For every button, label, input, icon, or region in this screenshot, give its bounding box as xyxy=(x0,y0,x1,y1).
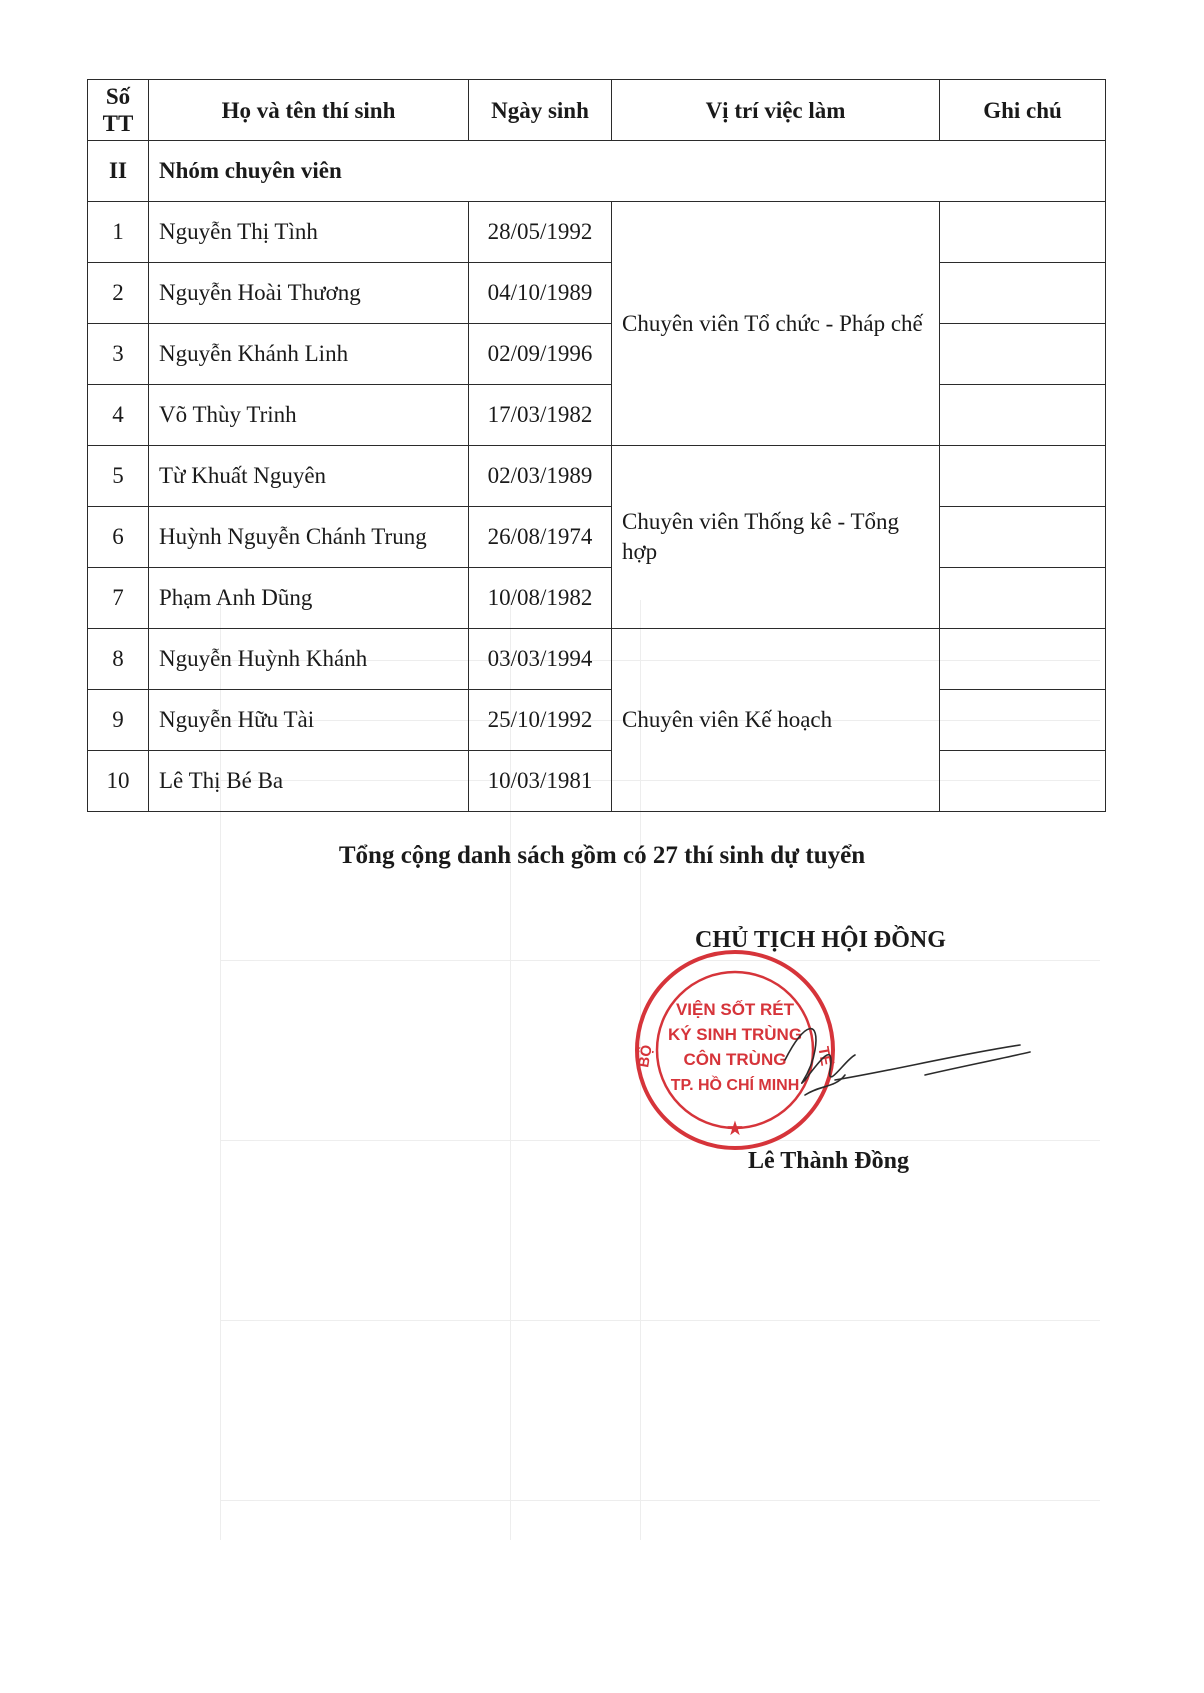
seal-line-2: KÝ SINH TRÙNG xyxy=(667,1025,803,1044)
row-name: Võ Thùy Trinh xyxy=(149,385,469,446)
seal-star-icon: ★ xyxy=(726,1118,744,1140)
row-name: Huỳnh Nguyễn Chánh Trung xyxy=(149,507,469,568)
row-note xyxy=(940,568,1106,629)
group-number: II xyxy=(88,141,149,202)
row-dob: 10/08/1982 xyxy=(469,568,612,629)
row-name: Lê Thị Bé Ba xyxy=(149,751,469,812)
table-row xyxy=(88,629,1106,690)
row-position: Chuyên viên Thống kê - Tổng hợp xyxy=(612,446,940,629)
row-stt: 1 xyxy=(88,202,149,263)
table-row xyxy=(88,507,1106,568)
signatory-name: Lê Thành Đồng xyxy=(748,1148,909,1174)
row-stt: 9 xyxy=(88,690,149,751)
handwritten-signature xyxy=(775,1000,1035,1110)
row-stt: 4 xyxy=(88,385,149,446)
row-note xyxy=(940,751,1106,812)
table-row xyxy=(88,446,1106,507)
row-dob: 25/10/1992 xyxy=(469,690,612,751)
signatory-title: CHỦ TỊCH HỘI ĐỒNG xyxy=(695,927,946,953)
row-note xyxy=(940,263,1106,324)
row-stt: 8 xyxy=(88,629,149,690)
row-note xyxy=(940,446,1106,507)
row-dob: 04/10/1989 xyxy=(469,263,612,324)
row-name: Nguyễn Thị Tình xyxy=(149,202,469,263)
row-dob: 17/03/1982 xyxy=(469,385,612,446)
row-stt: 6 xyxy=(88,507,149,568)
row-stt: 3 xyxy=(88,324,149,385)
row-name: Nguyễn Hữu Tài xyxy=(149,690,469,751)
group-row xyxy=(88,141,1106,202)
row-name: Nguyễn Huỳnh Khánh xyxy=(149,629,469,690)
header-position: Vị trí việc làm xyxy=(612,80,940,141)
row-note xyxy=(940,507,1106,568)
row-note xyxy=(940,324,1106,385)
seal-ring-right: TẾ xyxy=(814,1045,835,1068)
row-name: Nguyễn Khánh Linh xyxy=(149,324,469,385)
row-stt: 10 xyxy=(88,751,149,812)
row-stt: 5 xyxy=(88,446,149,507)
seal-line-4: TP. HỒ CHÍ MINH xyxy=(670,1077,800,1094)
header-name: Họ và tên thí sinh xyxy=(149,80,469,141)
table-row xyxy=(88,324,1106,385)
row-note xyxy=(940,385,1106,446)
row-position: Chuyên viên Tổ chức - Pháp chế xyxy=(612,202,940,446)
row-note xyxy=(940,629,1106,690)
row-name: Từ Khuất Nguyên xyxy=(149,446,469,507)
row-note xyxy=(940,690,1106,751)
row-dob: 28/05/1992 xyxy=(469,202,612,263)
row-dob: 26/08/1974 xyxy=(469,507,612,568)
row-dob: 10/03/1981 xyxy=(469,751,612,812)
row-note xyxy=(940,202,1106,263)
row-dob: 03/03/1994 xyxy=(469,629,612,690)
seal-line-3: CÔN TRÙNG xyxy=(683,1050,787,1069)
table-row xyxy=(88,690,1106,751)
row-stt: 2 xyxy=(88,263,149,324)
header-stt: Số TT xyxy=(88,80,149,141)
table-row xyxy=(88,751,1106,812)
row-stt: 7 xyxy=(88,568,149,629)
row-position: Chuyên viên Kế hoạch xyxy=(612,629,940,812)
candidate-table xyxy=(87,79,1106,812)
row-name: Nguyễn Hoài Thương xyxy=(149,263,469,324)
seal-ring-left: BỘ xyxy=(635,1043,656,1069)
table-row xyxy=(88,568,1106,629)
seal-line-1: VIỆN SỐT RÉT xyxy=(675,1000,795,1019)
row-dob: 02/03/1989 xyxy=(469,446,612,507)
table-row xyxy=(88,263,1106,324)
group-title: Nhóm chuyên viên xyxy=(149,141,1106,202)
table-row xyxy=(88,385,1106,446)
total-summary: Tổng cộng danh sách gồm có 27 thí sinh dự tuyển xyxy=(338,842,866,869)
header-note: Ghi chú xyxy=(940,80,1106,141)
row-dob: 02/09/1996 xyxy=(469,324,612,385)
table-row xyxy=(88,202,1106,263)
header-dob: Ngày sinh xyxy=(469,80,612,141)
row-name: Phạm Anh Dũng xyxy=(149,568,469,629)
table-header-row xyxy=(88,80,1106,141)
